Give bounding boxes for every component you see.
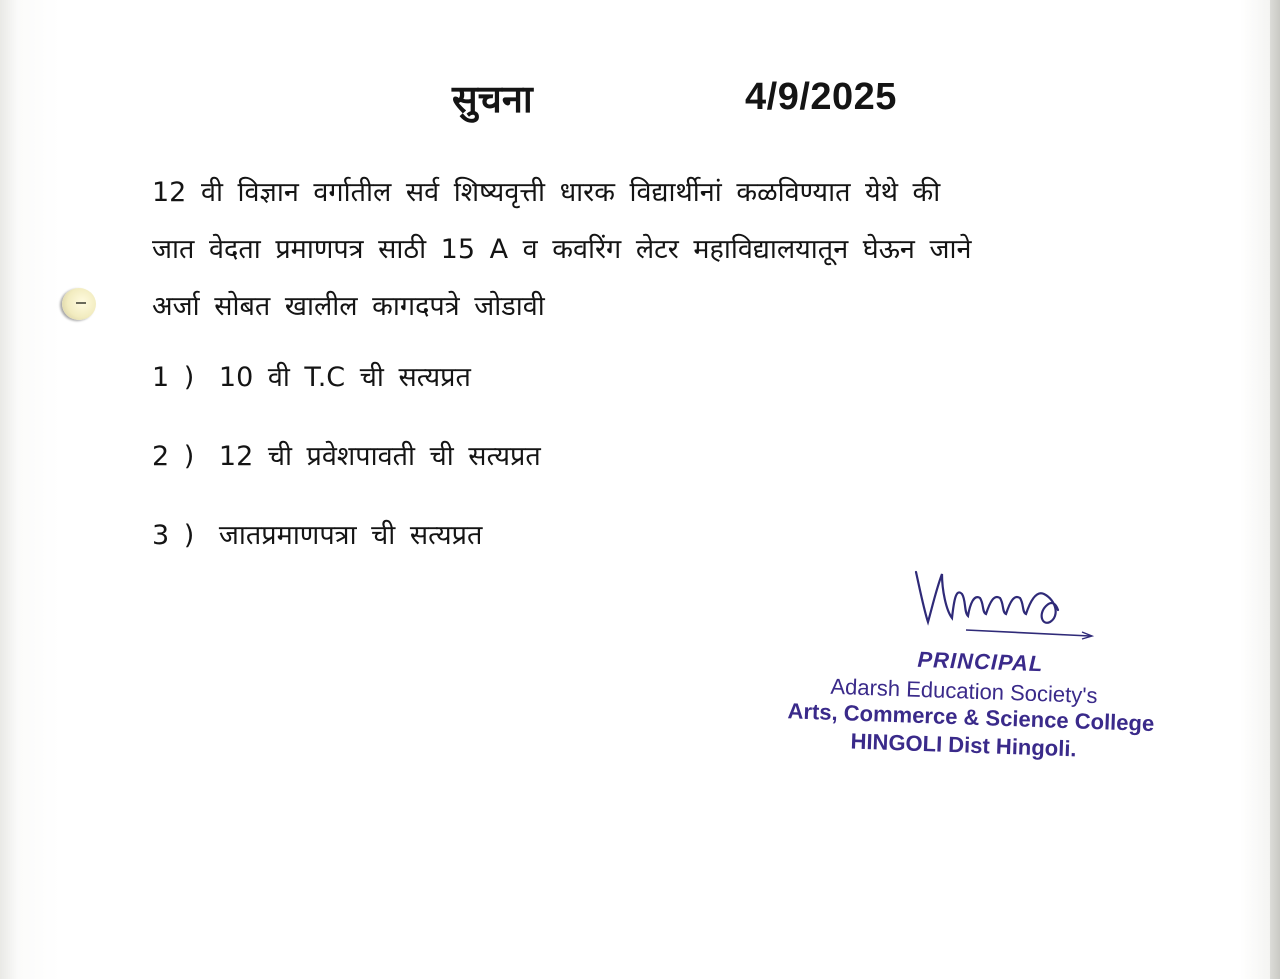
paragraph-line: 12 वी विज्ञान वर्गातील सर्व शिष्यवृत्ती धारक विद्यार्थीनां कळविण्यात येथे की	[152, 177, 941, 208]
list-item-number: 1 )	[152, 362, 195, 393]
list-item-text: जातप्रमाणपत्रा ची सत्यप्रत	[218, 520, 483, 551]
documents-list	[152, 355, 541, 592]
college-stamp	[780, 642, 1200, 762]
paragraph-line: जात वेदता प्रमाणपत्र साठी 15 A व कवरिंग लेटर महाविद्यालयातून घेऊन जाने	[152, 234, 972, 265]
stamp-society: Adarsh Education Society's	[830, 673, 1098, 709]
list-item	[152, 513, 541, 592]
stamp-location: HINGOLI Dist Hingoli.	[850, 728, 1077, 762]
paragraph-line: अर्जा सोबत खालील कागदपत्रे जोडावी	[152, 291, 545, 322]
stamp-college: Arts, Commerce & Science College	[787, 698, 1155, 737]
notice-date: 4/9/2025	[745, 76, 897, 118]
list-item	[152, 434, 541, 513]
list-item	[152, 355, 541, 434]
list-item-text: 12 ची प्रवेशपावती ची सत्यप्रत	[218, 441, 541, 472]
notice-header	[0, 72, 1280, 132]
notice-title: सुचना	[452, 77, 533, 121]
punch-hole	[62, 288, 96, 320]
page-edge-shadow	[1270, 0, 1280, 979]
list-item-text: 10 वी T.C ची सत्यप्रत	[218, 362, 471, 393]
stamp-principal: PRINCIPAL	[917, 646, 1044, 677]
handwritten-signature	[906, 560, 1106, 640]
list-item-number: 2 )	[152, 441, 195, 472]
list-item-number: 3 )	[152, 520, 195, 551]
notice-paragraph	[152, 164, 1132, 335]
signature-block	[780, 560, 1200, 780]
